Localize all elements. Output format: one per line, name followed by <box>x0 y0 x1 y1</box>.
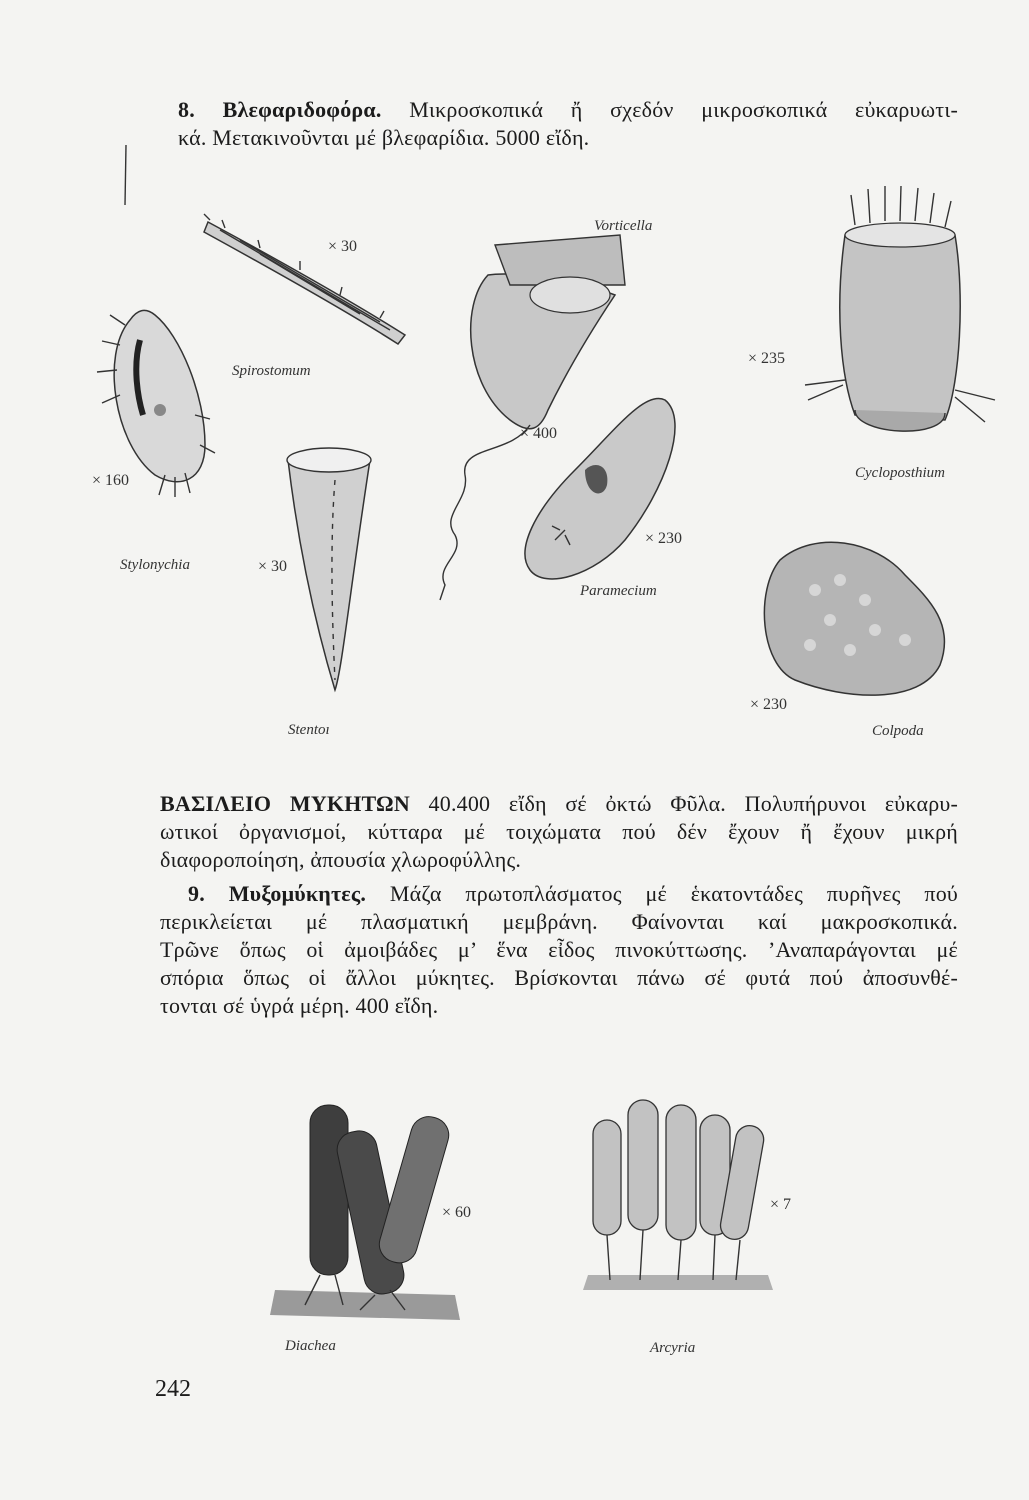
stylonychia-label: Stylonychia <box>120 557 190 573</box>
section-8-title: Βλεφαριδοφόρα. <box>222 97 382 122</box>
section-9-number: 9. <box>188 881 205 906</box>
cycloposthium-magnification: × 235 <box>748 350 786 367</box>
fungi-text-1: 40.400 εἴδη σέ ὀκτώ Φῦλα. Πολυπήρυνοι εὐκαρυ- <box>409 791 959 816</box>
fungi-line-1 <box>160 790 958 818</box>
section-8-line-1 <box>178 96 958 124</box>
cycloposthium-label: Cycloposthium <box>855 465 945 481</box>
spirostomum-label: Spirostomum <box>232 363 311 379</box>
paramecium-label: Paramecium <box>580 583 657 599</box>
stentor-illustration <box>280 440 390 700</box>
paramecium-illustration <box>515 390 690 590</box>
vorticella-magnification: × 400 <box>520 425 558 442</box>
section-9-text-1: Μάζα πρωτοπλάσματος μέ ἑκατοντάδες πυρῆνες πού <box>366 881 958 906</box>
section-9-paragraph <box>160 880 958 1020</box>
margin-mark <box>120 140 132 210</box>
paramecium-magnification: × 230 <box>645 530 683 547</box>
section-8-text-1: Μικροσκοπικά ἤ σχεδόν μικροσκοπικά εὐκαρυωτι- <box>381 97 958 122</box>
spirostomum-illustration <box>200 210 420 350</box>
arcyria-illustration <box>578 1095 778 1300</box>
section-9-text-2: περικλείεται μέ πλασματική μεμβράνη. Φαίνονται καί μακροσκοπικά. <box>160 909 958 934</box>
vorticella-label: Vorticella <box>594 218 653 234</box>
section-8-text-2: κά. Μετακινοῦνται μέ βλεφαρίδια. 5000 εἴδη. <box>178 125 590 150</box>
section-9-title: Μυξομύκητες. <box>228 881 367 906</box>
stentor-magnification: × 30 <box>258 558 288 575</box>
page-number: 242 <box>155 1376 191 1402</box>
diachea-label: Diachea <box>285 1338 336 1354</box>
colpoda-illustration <box>755 530 955 705</box>
cycloposthium-illustration <box>795 185 1005 450</box>
section-9-text-4: σπόρια ὅπως οἱ ἄλλοι μύκητες. Βρίσκονται πάνω σέ φυτά πού ἀποσυνθέ- <box>160 965 958 990</box>
colpoda-label: Colpoda <box>872 723 924 739</box>
arcyria-magnification: × 7 <box>770 1196 792 1213</box>
fungi-heading: ΒΑΣΙΛΕΙΟ ΜΥΚΗΤΩΝ <box>160 791 410 816</box>
colpoda-magnification: × 230 <box>750 696 788 713</box>
fungi-text-3: διαφοροποίηση, ἀπουσία χλωροφύλλης. <box>160 847 522 872</box>
spirostomum-magnification: × 30 <box>328 238 358 255</box>
arcyria-label: Arcyria <box>650 1340 696 1356</box>
section-9-line-1 <box>160 880 958 908</box>
fungi-text-2: ωτικοί ὀργανισμοί, κύτταρα μέ τοιχώματα πού δέν ἔχουν ἤ ἔχουν μικρή <box>160 819 958 844</box>
section-8-paragraph <box>178 96 958 152</box>
section-9-text-5: τονται σέ ὑγρά μέρη. 400 εἴδη. <box>160 993 439 1018</box>
fungi-kingdom-paragraph <box>160 790 958 874</box>
stylonychia-magnification: × 160 <box>92 472 130 489</box>
section-9-text-3: Τρῶνε ὅπως οἱ ἀμοιβάδες μ’ ἕνα εἶδος πινοκύττωσης. ’Αναπαράγονται μέ <box>160 937 958 962</box>
diachea-magnification: × 60 <box>442 1204 472 1221</box>
diachea-illustration <box>265 1095 465 1325</box>
section-8-number: 8. <box>178 97 195 122</box>
stentor-label: Stentoı <box>288 722 330 738</box>
